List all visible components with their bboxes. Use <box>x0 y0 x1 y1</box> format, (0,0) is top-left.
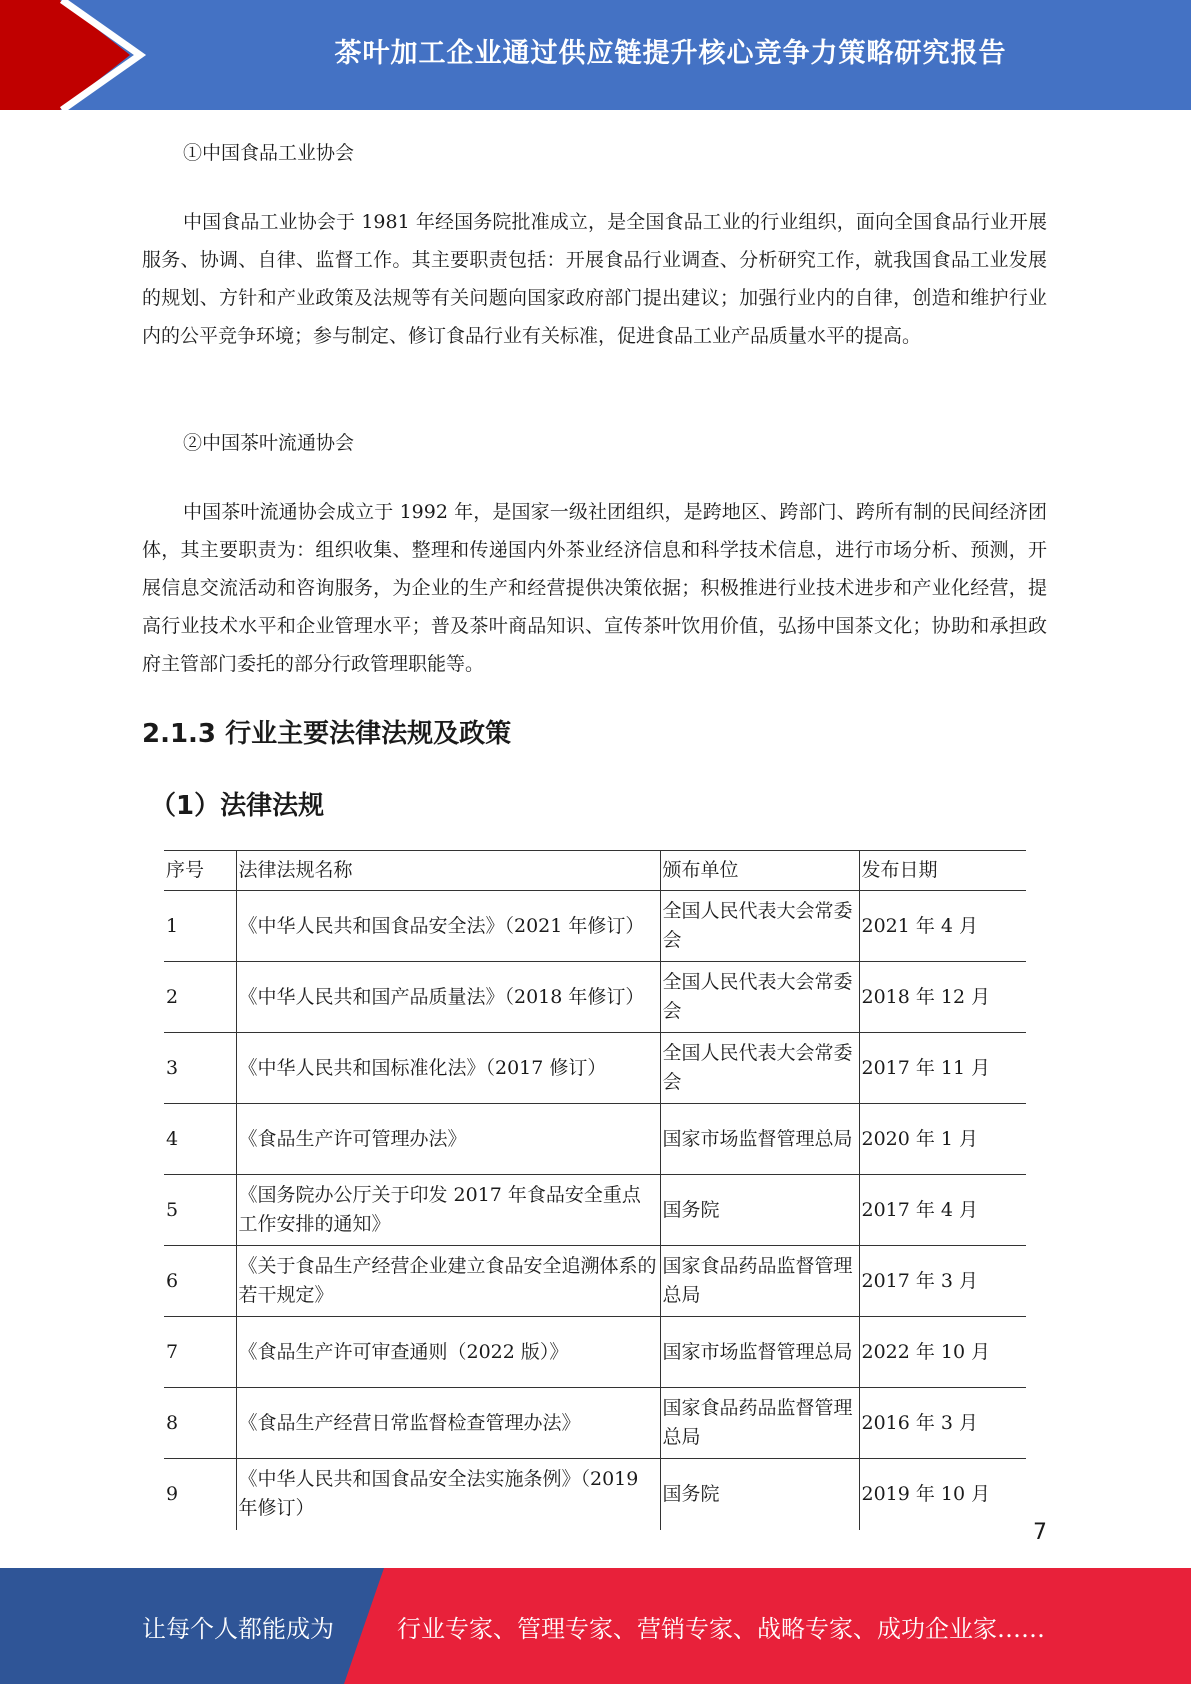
cell-issuer: 国务院 <box>660 1459 859 1530</box>
table-row <box>164 1459 1026 1530</box>
table-row <box>164 891 1026 962</box>
subsection-heading-laws: （1）法律法规 <box>150 791 325 821</box>
table-row <box>164 1033 1026 1104</box>
cell-issuer: 全国人民代表大会常委会 <box>660 891 859 962</box>
column-header-date: 发布日期 <box>859 851 1026 891</box>
table-row <box>164 1175 1026 1246</box>
cell-index: 3 <box>164 1033 236 1104</box>
cell-index: 5 <box>164 1175 236 1246</box>
cell-issuer: 国家食品药品监督管理总局 <box>660 1246 859 1317</box>
subheading-food-association: ①中国食品工业协会 <box>183 142 355 164</box>
cell-date: 2019 年 10 月 <box>859 1459 1026 1530</box>
column-header-name: 法律法规名称 <box>236 851 660 891</box>
cell-name: 《中华人民共和国产品质量法》（2018 年修订） <box>236 962 660 1033</box>
cell-issuer: 国家食品药品监督管理总局 <box>660 1388 859 1459</box>
paragraph-food-association: 中国食品工业协会于 1981 年经国务院批准成立，是全国食品工业的行业组织，面向全国食品行业开展服务、协调、自律、监督工作。其主要职责包括：开展食品行业调查、分析研究工作，就我国食品工业发展的规划、方针和产业政策及法规等有关问题向国家政府部门提出建议；加强行业内的自律，创造和维护行业内的公平竞争环境；参与制定、修订食品行业有关标准，促进食品工业产品质量水平的提高。 <box>142 211 1047 347</box>
report-title: 茶叶加工企业通过供应链提升核心竞争力策略研究报告 <box>334 37 1007 69</box>
paragraph-tea-association: 中国茶叶流通协会成立于 1992 年，是国家一级社团组织，是跨地区、跨部门、跨所有制的民间经济团体，其主要职责为：组织收集、整理和传递国内外茶业经济信息和科学技术信息，进行市场分析、预测，开展信息交流活动和咨询服务，为企业的生产和经营提供决策依据；积极推进行业技术进步和产业化经营，提高行业技术水平和企业管理水平；普及茶叶商品知识、宣传茶叶饮用价值，弘扬中国茶文化；协助和承担政府主管部门委托的部分行政管理职能等。 <box>142 501 1047 675</box>
table-row <box>164 1388 1026 1459</box>
cell-name: 《关于食品生产经营企业建立食品安全追溯体系的若干规定》 <box>236 1246 660 1317</box>
cell-index: 7 <box>164 1317 236 1388</box>
cell-date: 2018 年 12 月 <box>859 962 1026 1033</box>
footer-slogan-right: 行业专家、管理专家、营销专家、战略专家、成功企业家…… <box>397 1614 1045 1643</box>
cell-date: 2017 年 3 月 <box>859 1246 1026 1317</box>
cell-name: 《食品生产许可审查通则（2022 版）》 <box>236 1317 660 1388</box>
cell-name: 《食品生产许可管理办法》 <box>236 1104 660 1175</box>
footer-banner <box>0 1568 1191 1684</box>
subheading-tea-association: ②中国茶叶流通协会 <box>183 432 355 454</box>
header-banner <box>0 0 1191 110</box>
cell-index: 8 <box>164 1388 236 1459</box>
column-header-issuer: 颁布单位 <box>660 851 859 891</box>
cell-name: 《中华人民共和国食品安全法》（2021 年修订） <box>236 891 660 962</box>
cell-date: 2020 年 1 月 <box>859 1104 1026 1175</box>
cell-name: 《中华人民共和国食品安全法实施条例》（2019 年修订） <box>236 1459 660 1530</box>
page-number: 7 <box>1033 1520 1047 1545</box>
cell-index: 1 <box>164 891 236 962</box>
cell-date: 2021 年 4 月 <box>859 891 1026 962</box>
cell-index: 2 <box>164 962 236 1033</box>
cell-index: 4 <box>164 1104 236 1175</box>
table-row <box>164 962 1026 1033</box>
column-header-index: 序号 <box>164 851 236 891</box>
cell-issuer: 全国人民代表大会常委会 <box>660 962 859 1033</box>
cell-date: 2017 年 4 月 <box>859 1175 1026 1246</box>
cell-issuer: 国家市场监督管理总局 <box>660 1104 859 1175</box>
cell-name: 《国务院办公厅关于印发 2017 年食品安全重点工作安排的通知》 <box>236 1175 660 1246</box>
footer-slogan-left: 让每个人都能成为 <box>142 1614 334 1643</box>
cell-index: 9 <box>164 1459 236 1530</box>
table-row <box>164 1317 1026 1388</box>
section-heading-2-1-3: 2.1.3 行业主要法律法规及政策 <box>142 719 512 749</box>
cell-issuer: 国家市场监督管理总局 <box>660 1317 859 1388</box>
table-header-row <box>164 851 1026 891</box>
cell-index: 6 <box>164 1246 236 1317</box>
cell-date: 2016 年 3 月 <box>859 1388 1026 1459</box>
cell-issuer: 全国人民代表大会常委会 <box>660 1033 859 1104</box>
cell-name: 《食品生产经营日常监督检查管理办法》 <box>236 1388 660 1459</box>
cell-date: 2017 年 11 月 <box>859 1033 1026 1104</box>
table-row <box>164 1246 1026 1317</box>
cell-date: 2022 年 10 月 <box>859 1317 1026 1388</box>
cell-issuer: 国务院 <box>660 1175 859 1246</box>
table-row <box>164 1104 1026 1175</box>
laws-table <box>164 850 1026 1530</box>
cell-name: 《中华人民共和国标准化法》（2017 修订） <box>236 1033 660 1104</box>
